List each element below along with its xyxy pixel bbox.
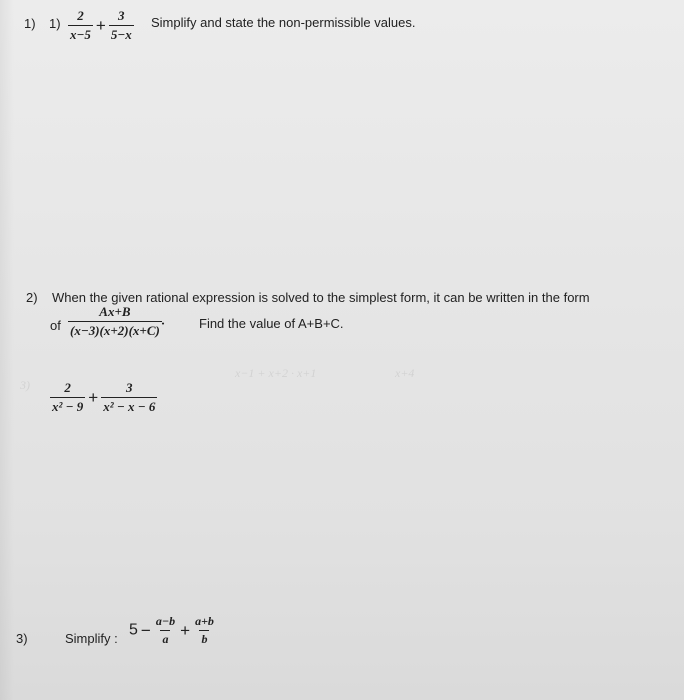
bleed-through-mark: x−1 + x+2 · x+1	[235, 366, 317, 380]
fraction	[109, 8, 134, 43]
denominator: x−5	[70, 27, 91, 42]
numerator: Ax+B	[99, 304, 131, 319]
fraction	[101, 380, 157, 415]
question-1-expression	[68, 8, 134, 43]
question-2-text: When the given rational expression is solved to the simplest form, it can be written in the form	[52, 290, 590, 305]
question-3-number: 3)	[16, 631, 28, 646]
bleed-through-mark: 3)	[20, 378, 30, 392]
question-1-subnumber: 1)	[49, 16, 61, 31]
denominator: (x−3)(x+2)(x+C)	[70, 323, 160, 338]
fraction	[68, 8, 93, 43]
denominator: x² − x − 6	[103, 399, 156, 414]
fraction	[193, 614, 216, 647]
question-3-expression	[129, 614, 216, 647]
plus-sign: +	[88, 387, 99, 407]
numerator: a+b	[195, 614, 214, 628]
question-3-label: Simplify :	[65, 631, 118, 646]
denominator: 5−x	[110, 27, 132, 42]
numerator: 3	[118, 8, 125, 23]
period: .	[161, 312, 166, 328]
numerator: a−b	[155, 614, 176, 628]
numerator: 2	[64, 380, 71, 395]
fraction	[68, 304, 162, 339]
question-2-form	[68, 304, 165, 339]
denominator: b	[201, 632, 208, 646]
numerator: 3	[126, 380, 133, 395]
denominator: a	[162, 632, 169, 646]
question-2-number: 2)	[26, 290, 38, 305]
leading-number: 5	[129, 621, 138, 639]
question-2-of-label: of	[50, 318, 61, 333]
page-shadow	[0, 0, 14, 700]
question-1-instruction: Simplify and state the non-permissible values.	[151, 15, 416, 30]
question-2-find: Find the value of A+B+C.	[199, 316, 344, 331]
denominator: x² − 9	[52, 399, 84, 414]
fraction	[154, 614, 177, 647]
plus-sign: +	[95, 15, 106, 35]
fraction	[50, 380, 85, 415]
question-2-expression	[50, 380, 157, 415]
numerator: 2	[77, 8, 84, 23]
question-1-number: 1)	[24, 16, 36, 31]
bleed-through-mark: x+4	[395, 366, 415, 380]
plus-sign: +	[180, 620, 191, 640]
minus-sign: −	[140, 620, 151, 640]
